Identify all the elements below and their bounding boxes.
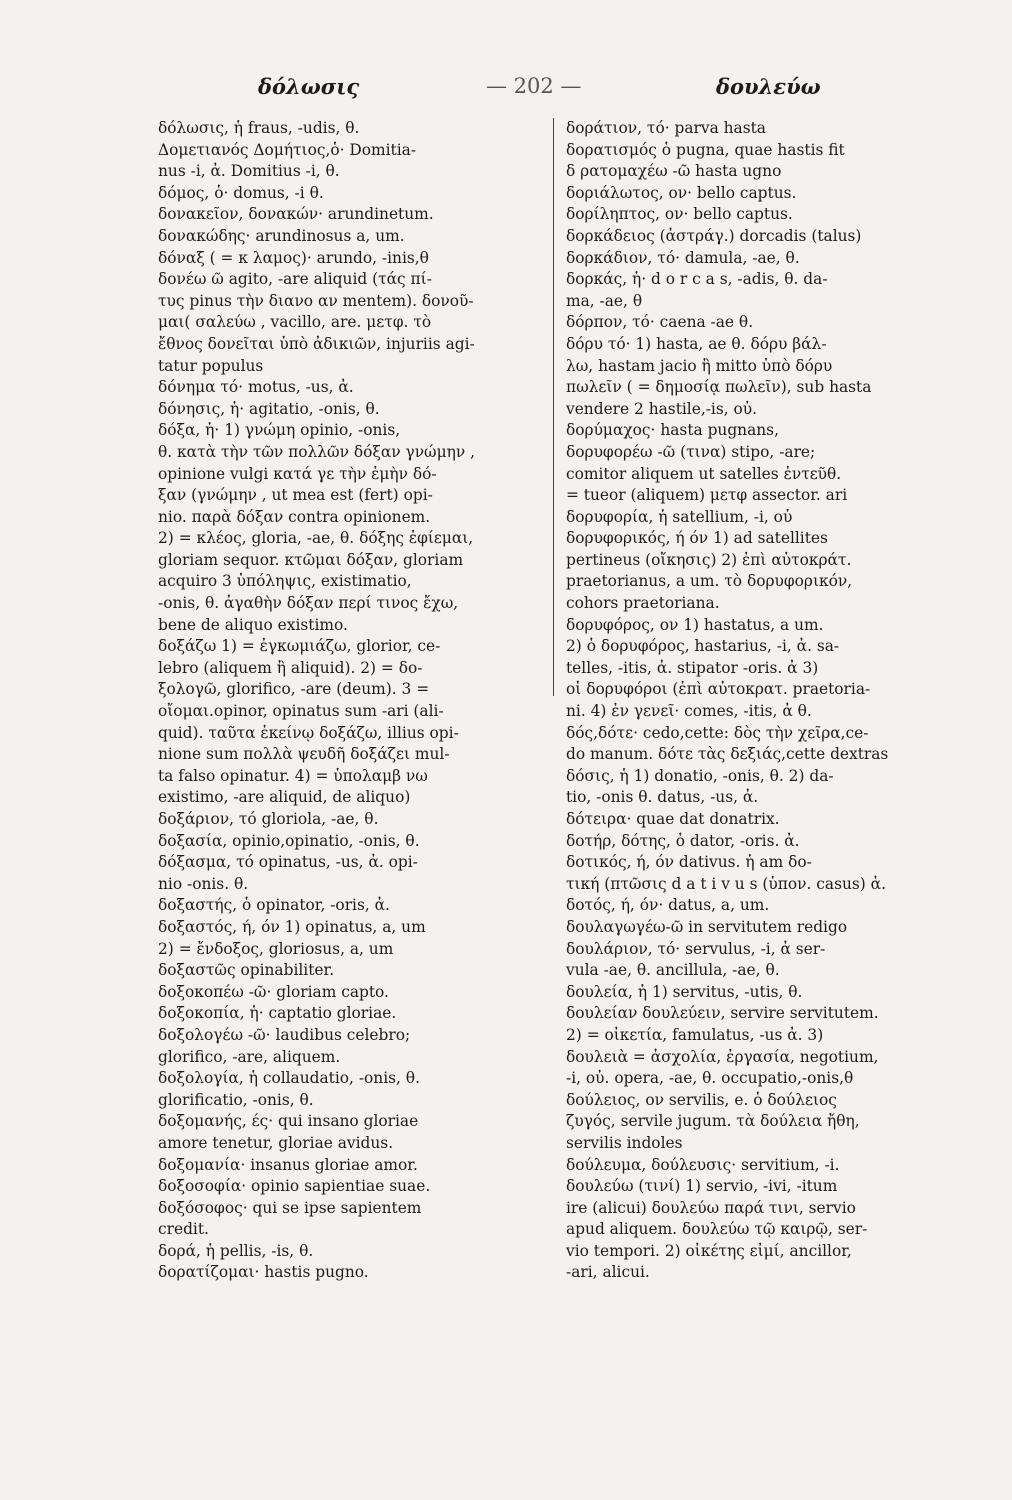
entry-line: -onis, θ. ἀγαθὴν δόξαν περί τινος ἔχω,: [158, 594, 459, 613]
entry-line: δόνησις, ἡ· agitatio, -onis, θ.: [158, 399, 380, 418]
header-right-guideword: δουλεύω: [716, 74, 821, 99]
entry-line: quid). ταῦτα ἐκείνῳ δοξάζω, illius opi-: [158, 723, 459, 742]
entry-line: δ ρατομαχέω -ῶ hasta ugno: [566, 162, 782, 181]
entry-line: δορύμαχος· hasta pugnans,: [566, 421, 779, 440]
entry-line: δοξαστῶς opinabiliter.: [158, 961, 335, 980]
entry-line: δουλάριον, τό· servulus, -i, ἀ ser-: [566, 939, 826, 958]
entry-line: 2) = κλέος, gloria, -ae, θ. δόξης ἐφίεμαι,: [158, 529, 474, 548]
entry-line: δοξαστής, ὁ opinator, -oris, ἀ.: [158, 896, 390, 915]
entry-line: δοξολογία, ἡ collaudatio, -onis, θ.: [158, 1069, 420, 1088]
entry-line: -i, οὐ. opera, -ae, θ. occupatio,-onis,θ: [566, 1069, 854, 1088]
entry-line: δός,δότε· cedo,cette: δὸς τὴν χεῖρα,ce-: [566, 723, 869, 742]
entry-line: tio, -onis θ. datus, -us, ἀ.: [566, 788, 759, 807]
entry-line: δορκάδιον, τό· damula, -ae, θ.: [566, 248, 800, 267]
entry-line: μαι( σαλεύω , vacillo, are. μετφ. τὸ: [158, 313, 432, 332]
entry-line: servilis indoles: [566, 1133, 683, 1152]
page-number: — 202 —: [486, 74, 582, 98]
entry-line: lebro (aliquem ἢ aliquid). 2) = δο-: [158, 658, 423, 677]
entry-line: δουλείαν δουλεύειν, servire servitutem.: [566, 1004, 879, 1023]
entry-line: Δομετιανός Δομήτιος,ὁ· Domitia-: [158, 140, 417, 159]
entry-line: δουλαγωγέω-ῶ in servitutem redigo: [566, 917, 848, 936]
entry-line: glorificatio, -onis, θ.: [158, 1090, 314, 1109]
entry-line: amore tenetur, gloriae avidus.: [158, 1133, 394, 1152]
entry-line: δόρπον, τό· caena -ae θ.: [566, 313, 754, 332]
entry-line: bene de aliquo existimo.: [158, 615, 348, 634]
right-column: [566, 118, 952, 1284]
entry-line: δότειρα· quae dat donatrix.: [566, 810, 780, 828]
column-divider: [553, 118, 554, 696]
entry-line: -ari, alicui.: [566, 1263, 650, 1282]
entry-line: δορυφορία, ἡ satellium, -i, οὐ: [566, 507, 793, 526]
entry-line: δορυφόρος, ον 1) hastatus, a um.: [566, 615, 824, 634]
entry-line: δορκάς, ἡ· d o r c a s, -adis, θ. da-: [566, 270, 828, 289]
entry-line: δορυφορέω -ῶ (τινα) stipo, -are;: [566, 442, 816, 461]
entry-line: δοξάριον, τό gloriola, -ae, θ.: [158, 810, 379, 828]
entry-line: δοξάζω 1) = ἐγκωμιάζω, glorior, ce-: [158, 637, 441, 656]
entry-line: δορυφορικός, ή όν 1) ad satellites: [566, 529, 828, 548]
entry-line: δουλειὰ = ἀσχολία, ἐργασία, negotium,: [566, 1047, 879, 1066]
entry-line: δοξοκοπία, ἡ· captatio gloriae.: [158, 1004, 397, 1023]
entry-line: δούλευμα, δούλευσις· servitium, -i.: [566, 1155, 840, 1174]
entry-line: ma, -ae, θ: [566, 291, 643, 310]
entry-line: ἔθνος δονεῖται ὑπὸ ἀδικιῶν, injuriis agi-: [158, 334, 475, 353]
entry-line: opinione vulgi κατά γε τὴν ἐμὴν δό-: [158, 464, 437, 483]
entry-line: 2) = οἰκετία, famulatus, -us ἀ. 3): [566, 1025, 824, 1044]
entry-line: δοξοσοφία· opinio sapientiae suae.: [158, 1177, 431, 1196]
entry-line: δόνημα τό· motus, -us, ἀ.: [158, 378, 354, 397]
entry-line: nio -onis. θ.: [158, 874, 249, 893]
entry-line: δορατισμός ὁ pugna, quae hastis fit: [566, 140, 845, 159]
entry-line: τυς pinus τὴν διανο αν mentem). δονοῦ-: [158, 291, 474, 310]
header-left-guideword: δόλωσις: [258, 74, 360, 99]
entry-line: δοξόσοφος· qui se ipse sapientem: [158, 1198, 422, 1217]
entry-line: δορατίζομαι· hastis pugno.: [158, 1263, 369, 1282]
entry-line: ζυγός, servile jugum. τὰ δούλεια ἤθη,: [566, 1112, 860, 1131]
entry-line: apud aliquem. δουλεύω τῷ καιρῷ, ser-: [566, 1220, 868, 1239]
entry-line: vula -ae, θ. ancillula, -ae, θ.: [566, 961, 780, 980]
entry-line: pertineus (οἴκησις) 2) ἐπὶ αὐτοκράτ.: [566, 550, 852, 569]
entry-line: do manum. δότε τὰς δεξιάς,cette dextras: [566, 745, 889, 764]
entry-line: δοξομανία· insanus gloriae amor.: [158, 1155, 418, 1174]
entry-line: δοτικός, ή, όν dativus. ἡ am δο-: [566, 853, 812, 872]
entry-line: existimo, -are aliquid, de aliquo): [158, 788, 411, 807]
entry-line: praetorianus, a um. τὸ δορυφορικόν,: [566, 572, 853, 591]
entry-line: glorifico, -are, aliquem.: [158, 1047, 341, 1066]
entry-line: οἱ δορυφόροι (ἐπὶ αὐτοκρατ. praetoria-: [566, 680, 871, 699]
entry-line: δόλωσις, ἡ fraus, -udis, θ.: [158, 119, 360, 137]
entry-line: δοξολογέω -ῶ· laudibus celebro;: [158, 1025, 411, 1044]
entry-line: nus -i, ἀ. Domitius -i, θ.: [158, 162, 340, 181]
entry-line: δόξα, ἡ· 1) γνώμη opinio, -onis,: [158, 421, 401, 440]
entry-line: ta falso opinatur. 4) = ὑπολαμβ νω: [158, 766, 428, 785]
entry-line: comitor aliquem ut satelles ἐντεῦθ.: [566, 464, 842, 483]
entry-line: δουλεύω (τινί) 1) servio, -ivi, -itum: [566, 1177, 838, 1196]
entry-line: θ. κατὰ τὴν τῶν πολλῶν δόξαν γνώμην ,: [158, 442, 475, 461]
entry-line: δονακώδης· arundinosus a, um.: [158, 226, 405, 245]
entry-line: δοτήρ, δότης, ὁ dator, -oris. ἀ.: [566, 831, 800, 850]
entry-line: δοξασία, opinio,opinatio, -onis, θ.: [158, 831, 420, 850]
entry-line: δοτός, ή, όν· datus, a, um.: [566, 896, 770, 915]
entry-line: δορκάδειος (ἀστράγ.) dorcadis (talus): [566, 226, 862, 245]
running-header: [0, 74, 1012, 106]
entry-line: δοράτιον, τό· parva hasta: [566, 119, 766, 137]
entry-line: ξαν (γνώμην , ut mea est (fert) opi-: [158, 486, 433, 505]
entry-line: δόμος, ὁ· domus, -i θ.: [158, 183, 324, 202]
entry-line: telles, -itis, ἀ. stipator -oris. ἀ 3): [566, 658, 819, 677]
entry-line: nio. παρὰ δόξαν contra opinionem.: [158, 507, 431, 526]
entry-line: 2) ὁ δορυφόρος, hastarius, -i, ἀ. sa-: [566, 637, 840, 656]
entry-line: δόναξ ( = κ λαμος)· arundo, -inis,θ: [158, 248, 429, 267]
entry-line: δοριάλωτος, ον· bello captus.: [566, 183, 797, 202]
entry-line: ire (alicui) δουλεύω παρά τινι, servio: [566, 1198, 856, 1217]
entry-line: nione sum πολλὰ ψευδῆ δοξάζει mul-: [158, 745, 450, 764]
left-column: [158, 118, 544, 1284]
entry-line: δορά, ἡ pellis, -is, θ.: [158, 1241, 314, 1260]
entry-line: ni. 4) ἐν γενεῖ· comes, -itis, ἀ θ.: [566, 702, 812, 721]
entry-line: gloriam sequor. κτῶμαι δόξαν, gloriam: [158, 550, 464, 569]
entry-line: δονέω ῶ agito, -are aliquid (τάς πί-: [158, 270, 432, 289]
entry-line: vendere 2 hastile,-is, οὐ.: [566, 399, 758, 418]
entry-line: οἴομαι.opinor, opinatus sum -ari (ali-: [158, 702, 444, 721]
entry-line: tatur populus: [158, 356, 264, 375]
entry-line: δόσις, ἡ 1) donatio, -onis, θ. 2) da-: [566, 766, 834, 785]
entry-line: δόρυ τό· 1) hasta, ae θ. δόρυ βάλ-: [566, 334, 827, 353]
entry-line: δουλεία, ἡ 1) servitus, -utis, θ.: [566, 982, 803, 1001]
entry-line: λω, hastam jacio ἢ mitto ὑπὸ δόρυ: [566, 356, 833, 375]
entry-line: 2) = ἔνδοξος, gloriosus, a, um: [158, 939, 394, 958]
entry-line: ξολογῶ, glorifico, -are (deum). 3 =: [158, 680, 430, 699]
entry-line: acquiro 3 ὑπόληψις, existimatio,: [158, 572, 412, 591]
entry-line: τική (πτῶσις d a t i v u s (ὑπον. casus) ἀ.: [566, 874, 886, 893]
entry-line: δούλειος, ον servilis, e. ὁ δούλειος: [566, 1090, 837, 1109]
entry-line: δοξομανής, ές· qui insano gloriae: [158, 1112, 419, 1131]
entry-line: credit.: [158, 1220, 209, 1239]
entry-line: πωλεῖν ( = δημοσίᾳ πωλεῖν), sub hasta: [566, 378, 872, 397]
entry-line: δόξασμα, τό opinatus, -us, ἀ. opi-: [158, 853, 418, 872]
entry-line: δοξοκοπέω -ῶ· gloriam capto.: [158, 982, 389, 1001]
entry-line: cohors praetoriana.: [566, 594, 720, 613]
entry-line: δονακεῖον, δονακών· arundinetum.: [158, 205, 434, 224]
entry-line: δορίληπτος, ον· bello captus.: [566, 205, 793, 224]
entry-line: vio tempori. 2) οἰκέτης εἰμί, ancillor,: [566, 1241, 852, 1260]
entry-line: δοξαστός, ή, όν 1) opinatus, a, um: [158, 917, 426, 936]
entry-line: = tueor (aliquem) μετφ assector. ari: [566, 486, 848, 505]
